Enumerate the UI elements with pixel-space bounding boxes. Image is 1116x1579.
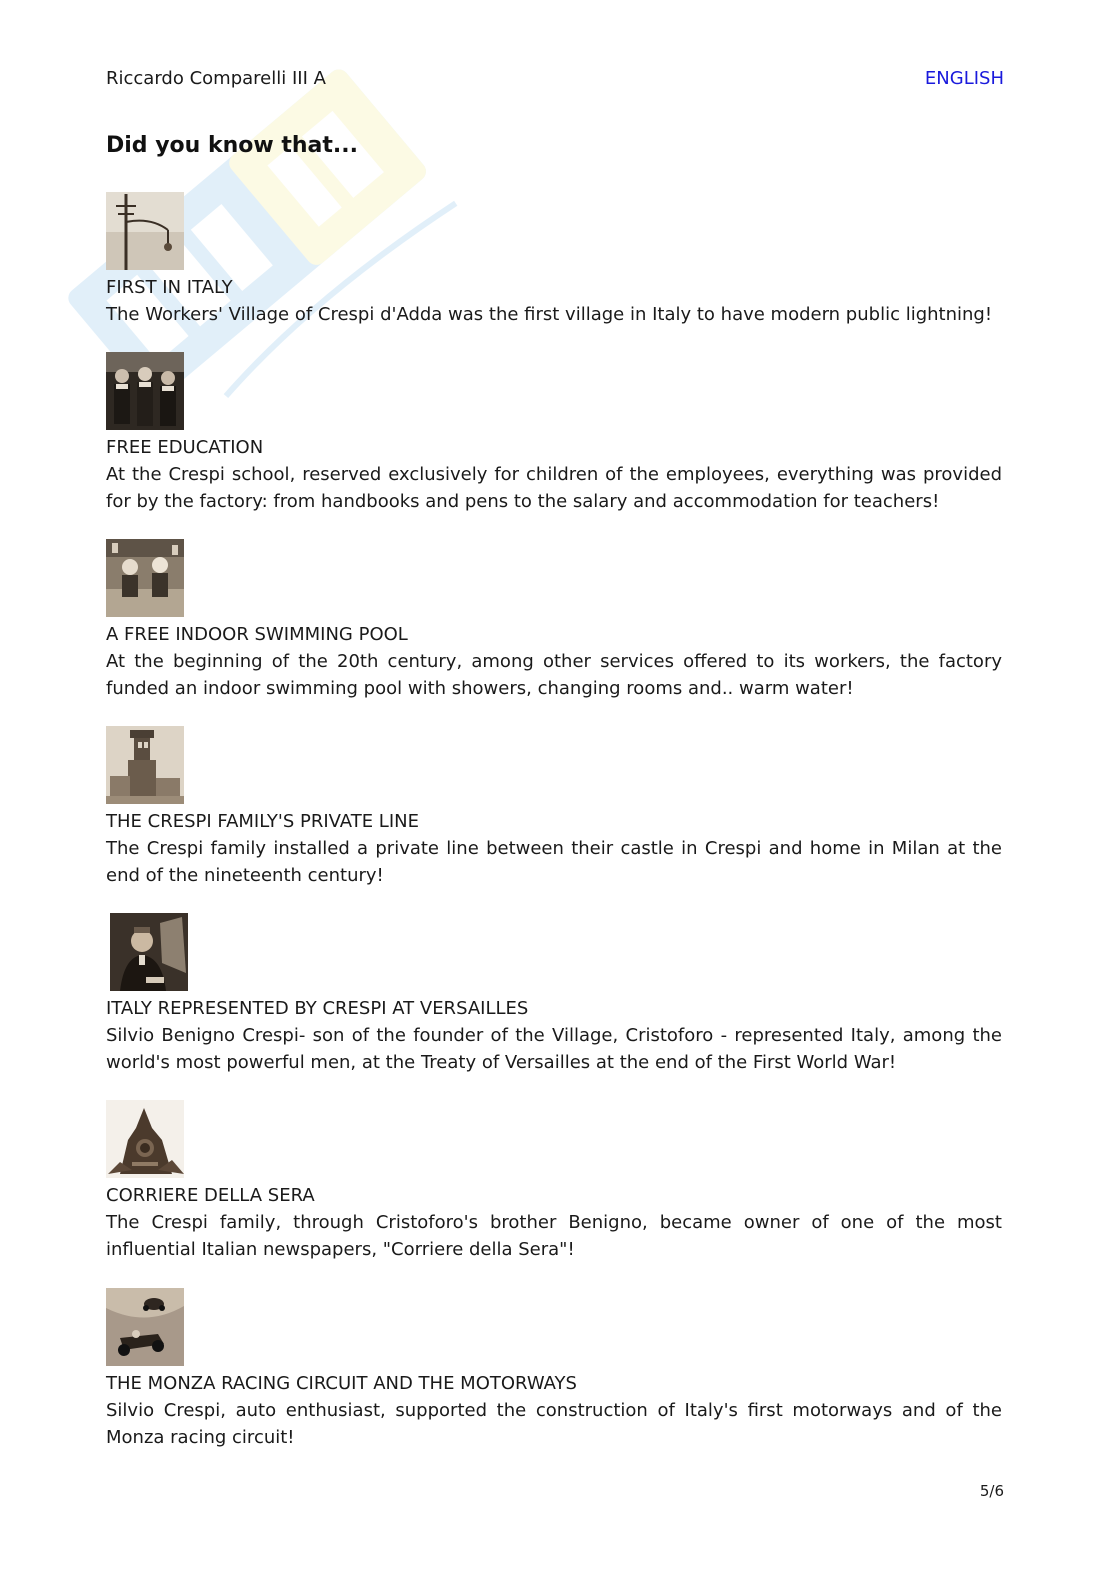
fact-item — [106, 352, 1002, 515]
fact-title: ITALY REPRESENTED BY CRESPI AT VERSAILLES — [106, 998, 529, 1019]
street-lamp-photo — [106, 192, 184, 270]
fact-text: The Workers' Village of Crespi d'Adda was the first village in Italy to have modern public lightning! — [106, 304, 993, 325]
fact-item — [106, 726, 1002, 889]
fact-title: CORRIERE DELLA SERA — [106, 1185, 315, 1206]
fact-title: FIRST IN ITALY — [106, 277, 233, 298]
fact-item — [106, 913, 1002, 1076]
fact-title: FREE EDUCATION — [106, 437, 264, 458]
fact-text: Silvio Crespi, auto enthusiast, supported the construction of Italy's first motorways and of the Monza racing circuit! — [106, 1400, 1002, 1448]
fact-text: The Crespi family, through Cristoforo's brother Benigno, became owner of one of the most influential Italian newspapers, "Corriere della Sera"! — [106, 1212, 1002, 1260]
fact-text: The Crespi family installed a private line between their castle in Crespi and home in Milan at the end of the nineteenth century! — [106, 838, 1002, 886]
schoolchildren-photo — [106, 352, 184, 430]
page-title: Did you know that... — [106, 133, 358, 158]
portrait-photo — [110, 913, 188, 991]
language-label: ENGLISH — [924, 68, 1004, 89]
fact-item — [106, 192, 1002, 328]
swimmers-photo — [106, 539, 184, 617]
fact-title: THE CRESPI FAMILY'S PRIVATE LINE — [106, 811, 419, 832]
racing-cars-photo — [106, 1288, 184, 1366]
fact-text: Silvio Benigno Crespi- son of the founder of the Village, Cristoforo - represented Italy, among the world's most powerful men, at the Treaty of Versailles at the end of the First World War! — [106, 1025, 1002, 1073]
building-ornament-photo — [106, 1100, 184, 1178]
page-number: 5/6 — [979, 1482, 1004, 1500]
fact-item — [106, 1100, 1002, 1263]
castle-tower-photo — [106, 726, 184, 804]
fact-item — [106, 539, 1002, 702]
fact-text: At the Crespi school, reserved exclusively for children of the employees, everything was provided for by the factory: from handbooks and pens to the salary and accommodation for teachers! — [106, 464, 1002, 512]
fact-title: A FREE INDOOR SWIMMING POOL — [106, 624, 408, 645]
fact-text: At the beginning of the 20th century, among other services offered to its workers, the factory funded an indoor swimming pool with showers, changing rooms and.. warm water! — [106, 651, 1002, 699]
fact-title: THE MONZA RACING CIRCUIT AND THE MOTORWAYS — [106, 1373, 577, 1394]
author-header: Riccardo Comparelli III A — [106, 68, 326, 89]
fact-item — [106, 1288, 1002, 1451]
